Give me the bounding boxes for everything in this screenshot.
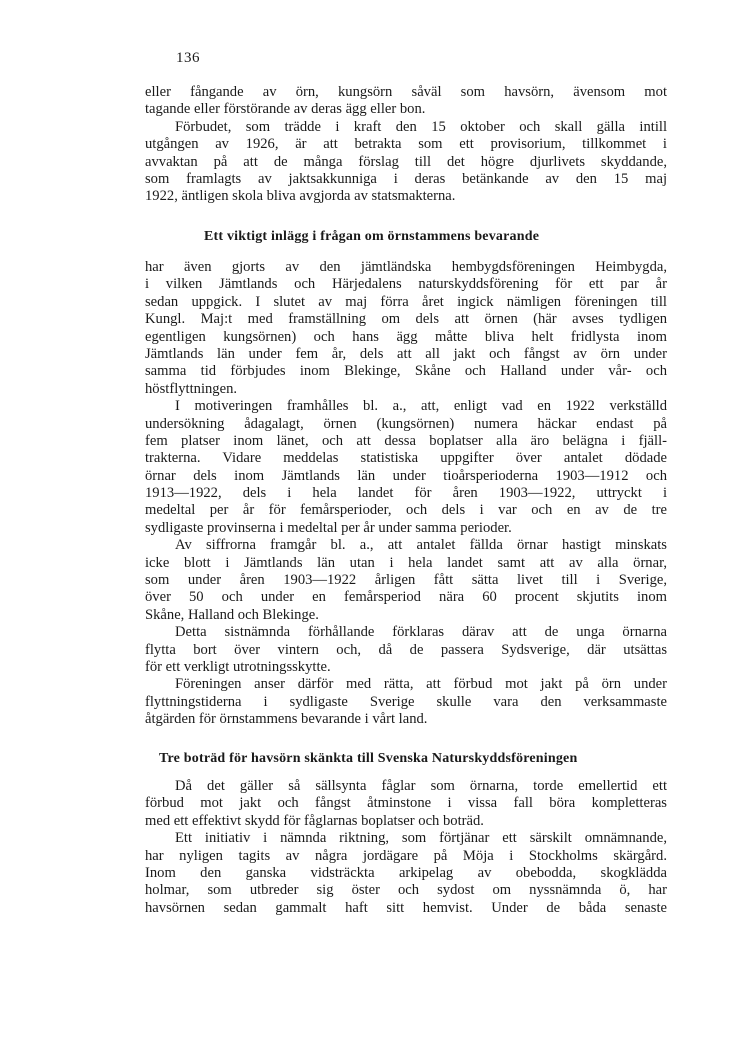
text-line: Inom den ganska vidsträckta arkipelag av obebodda, skogklädda (145, 864, 667, 881)
paragraph-block-heimbygda (145, 259, 667, 729)
text-line: Detta sistnämnda förhållande förklaras därav att de unga örnarna (175, 624, 667, 641)
text-line: Ett initiativ i nämnda riktning, som förtjänar ett särskilt omnämnande, (175, 830, 667, 847)
text-line: samma tid förbjudes inom Blekinge, Skåne och Halland under vår- och (145, 363, 667, 380)
text-line: höstflyttningen. (145, 380, 238, 397)
text-line: egentligen kungsörnen) och hans ägg måtte bliva helt fridlysta inom (145, 328, 667, 345)
paragraph-block-intro (145, 84, 667, 206)
text-line: holmar, som utbreder sig öster och sydost om nyssnämnda ö, har (145, 882, 667, 899)
text-line: örnar dels inom Jämtlands län under tioårsperioderna 1903—1912 och (145, 467, 667, 484)
text-line: har nyligen tagits av några jordägare på Möja i Stockholms skärgård. (145, 847, 667, 864)
paragraph-block-botrad (145, 778, 667, 917)
text-line: med ett effektivt skydd för fåglarnas boplatser och boträd. (145, 812, 484, 829)
text-line: Jämtlands län under fem år, dels att all jakt och fångst av örn under (145, 345, 667, 362)
text-line: 1922, äntligen skola bliva avgjorda av statsmakterna. (145, 188, 456, 205)
text-line: sydligaste provinserna i medeltal per år under samma perioder. (145, 519, 512, 536)
text-line: för ett verkligt utrotningsskytte. (145, 658, 331, 675)
text-line: I motiveringen framhålles bl. a., att, enligt vad en 1922 verkställd (175, 398, 667, 415)
text-line: flyttningstiderna i sydligaste Sverige skulle vara den verksammaste (145, 693, 667, 710)
page-number: 136 (176, 50, 200, 66)
text-line: flytta bort över vintern och, då de passera Sydsverige, där utsättas (145, 641, 667, 658)
text-line: Av siffrorna framgår bl. a., att antalet fällda örnar hastigt minskats (175, 537, 667, 554)
text-line: havsörnen sedan gammalt haft sitt hemvist. Under de båda senaste (145, 899, 667, 916)
text-line: åtgärden för örnstammens bevarande i vårt land. (145, 711, 428, 728)
text-line: Förbudet, som trädde i kraft den 15 oktober och skall gälla intill (175, 118, 667, 135)
text-line: Föreningen anser därför med rätta, att förbud mot jakt på örn under (175, 676, 667, 693)
text-line: utgången av 1926, är att betrakta som ett provisorium, tillkommet i (145, 136, 667, 153)
text-line: förbud mot jakt och fångst åtminstone i vissa fall böra kompletteras (145, 795, 667, 812)
section-heading-ornstammen: Ett viktigt inlägg i frågan om örnstammens bevarande (204, 229, 540, 244)
text-line: som framlagts av jaktsakkunniga i deras betänkande av den 15 maj (145, 170, 667, 187)
text-line: Kungl. Maj:t med framställning om dels att örnen (här avses tydligen (145, 311, 667, 328)
text-line: medeltal per år för femårsperioder, och dels i var och en av de tre (145, 502, 667, 519)
text-line: tagande eller förstörande av deras ägg eller bon. (145, 101, 426, 118)
section-heading-botrad: Tre boträd för havsörn skänkta till Svenska Naturskyddsföreningen (159, 751, 578, 766)
text-line: fem platser inom länet, och att dessa boplatser alla äro belägna i fjäll- (145, 432, 667, 449)
text-line: avvaktan på att de många förslag till det högre djurlivets skyddande, (145, 153, 667, 170)
text-line: som under åren 1903—1922 årligen fått sätta livet till i Sverige, (145, 572, 667, 589)
text-line: sedan uppgick. I slutet av maj förra året ingick nämligen föreningen till (145, 293, 667, 310)
text-line: över 50 och under en femårsperiod nära 60 procent skjutits inom (145, 589, 667, 606)
text-line: trakterna. Vidare meddelas statistiska uppgifter över antalet dödade (145, 450, 667, 467)
text-line: i vilken Jämtlands och Härjedalens naturskyddsförening för ett par år (145, 276, 667, 293)
text-line: 1913—1922, dels i hela landet för åren 1903—1922, uttryckt i (145, 485, 667, 502)
text-line: eller fångande av örn, kungsörn såväl som havsörn, ävensom mot (145, 84, 667, 100)
text-line: Då det gäller så sällsynta fåglar som örnarna, torde emellertid ett (175, 778, 667, 794)
text-line: Skåne, Halland och Blekinge. (145, 606, 319, 623)
text-line: undersökning ådagalagt, örnen (kungsörnen) numera häckar endast på (145, 415, 667, 432)
text-line: icke blott i Jämtlands län utan i hela landet samt att av alla örnar, (145, 554, 667, 571)
text-line: har även gjorts av den jämtländska hembygdsföreningen Heimbygda, (145, 259, 667, 275)
